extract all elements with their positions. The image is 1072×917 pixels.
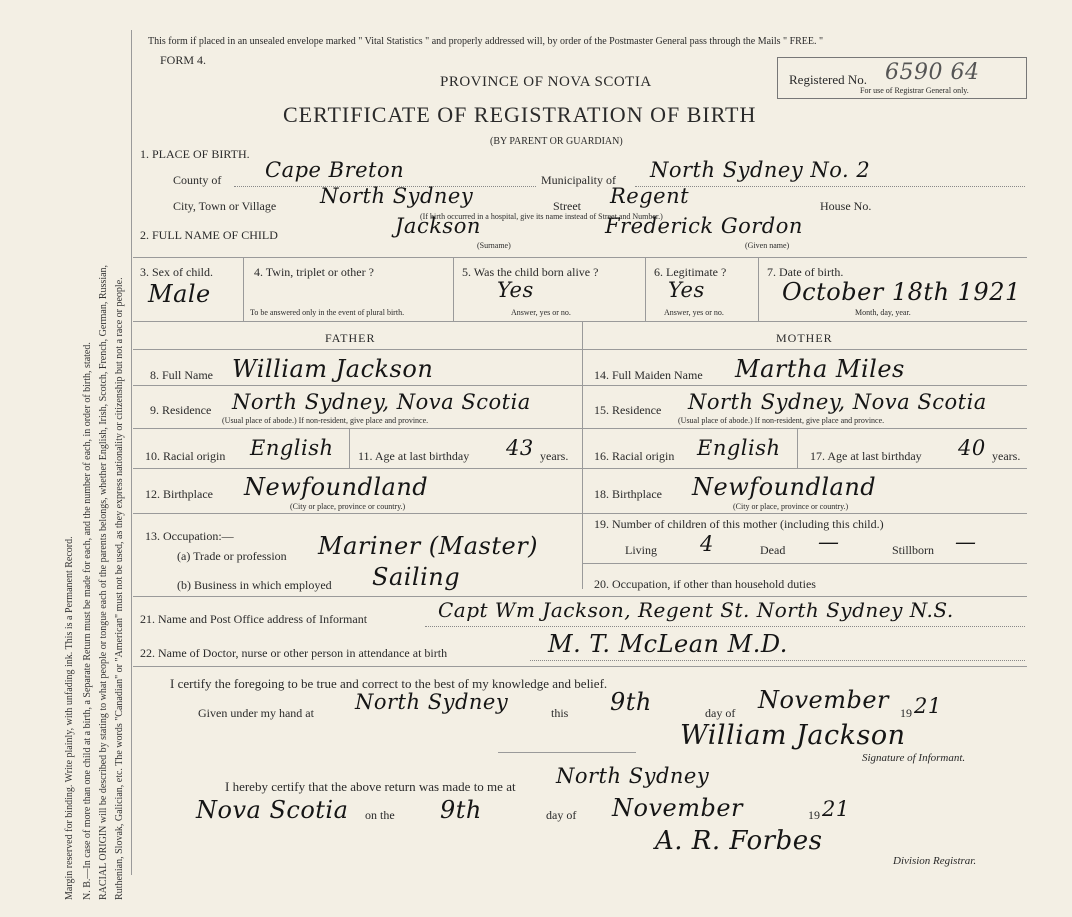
mother-birthplace-value: Newfoundland <box>692 473 877 501</box>
father-row-rule-2 <box>133 428 582 429</box>
year-suffix: 21 <box>914 694 942 718</box>
registrar-place-2: Nova Scotia <box>196 796 349 824</box>
mother-row-rule-3 <box>582 468 1027 469</box>
mother-residence-note: (Usual place of abode.) If non-resident, give place and province. <box>678 416 885 425</box>
city-value: North Sydney <box>320 184 474 208</box>
date-of-birth-value: October 18th 1921 <box>782 278 1021 306</box>
child-name-label: 2. FULL NAME OF CHILD <box>140 228 278 242</box>
business-value: Sailing <box>372 563 461 591</box>
date-note: Month, day, year. <box>855 308 911 317</box>
stillborn-value: — <box>955 530 977 554</box>
informant-label: 21. Name and Post Office address of Informant <box>140 612 368 626</box>
father-age-divider <box>349 428 350 468</box>
city-label: City, Town or Village <box>173 199 277 213</box>
registrar-dayof-label: day of <box>546 808 577 822</box>
mother-race-value: English <box>697 436 781 460</box>
section-bottom-rule <box>133 596 1027 597</box>
informant-value: Capt Wm Jackson, Regent St. North Sydney N.S. <box>438 598 954 622</box>
registrar-place-1: North Sydney <box>556 764 710 788</box>
row3-bottom-rule <box>133 321 1027 322</box>
street-label: Street <box>553 199 581 213</box>
division-registrar-label: Division Registrar. <box>893 855 977 867</box>
mother-race-label: 16. Racial origin <box>594 449 675 463</box>
mother-row-rule-2 <box>582 428 1027 429</box>
dead-value: — <box>818 530 840 554</box>
stillborn-label: Stillborn <box>892 543 935 557</box>
given-under-label: Given under my hand at <box>198 706 314 720</box>
row3-divider-2 <box>453 257 454 321</box>
father-birthplace-label: 12. Birthplace <box>145 487 213 501</box>
given-name-note: (Given name) <box>745 241 790 250</box>
dead-label: Dead <box>760 543 786 557</box>
father-age-value: 43 <box>506 436 534 460</box>
margin-text-racial-2: Ruthenian, Slovak, Galician, etc. The words "Canadian" or "American" must not be used, as they express nationality or citizenship but not a race or people. <box>114 277 125 900</box>
sex-value: Male <box>148 280 211 308</box>
father-age-label: 11. Age at last birthday <box>358 449 470 463</box>
father-row-rule-4 <box>133 513 582 514</box>
surname-note: (Surname) <box>477 241 511 250</box>
county-label: County of <box>173 173 222 187</box>
mother-name-value: Martha Miles <box>735 355 905 383</box>
year-prefix: 19 <box>900 706 912 720</box>
mother-age-value: 40 <box>958 436 986 460</box>
registrar-month-value: November <box>612 794 744 822</box>
father-name-value: William Jackson <box>232 355 434 383</box>
trade-value: Mariner (Master) <box>318 532 539 560</box>
mother-occupation-label: 20. Occupation, if other than household duties <box>594 577 816 591</box>
mother-row-rule-4 <box>582 513 1027 514</box>
center-divider <box>582 321 583 589</box>
father-heading: FATHER <box>325 331 376 345</box>
father-race-value: English <box>250 436 334 460</box>
county-value: Cape Breton <box>265 158 405 182</box>
legitimate-note: Answer, yes or no. <box>664 308 724 317</box>
row3-divider-1 <box>243 257 244 321</box>
certify-top-rule <box>133 666 1027 667</box>
signature-label: Signature of Informant. <box>862 752 966 764</box>
legitimate-label: 6. Legitimate ? <box>654 265 727 279</box>
father-row-rule-3 <box>133 468 582 469</box>
municipality-value: North Sydney No. 2 <box>650 158 871 182</box>
given-place-value: North Sydney <box>355 690 509 714</box>
registrar-note: For use of Registrar General only. <box>860 86 969 95</box>
alive-value: Yes <box>497 278 534 302</box>
certify-month-value: November <box>758 686 890 714</box>
doctor-value: M. T. McLean M.D. <box>548 630 788 658</box>
certify-rule <box>498 752 636 753</box>
row3-divider-3 <box>645 257 646 321</box>
mother-age-divider <box>797 428 798 468</box>
section-head-rule <box>133 349 1027 350</box>
father-residence-label: 9. Residence <box>150 403 212 417</box>
legitimate-value: Yes <box>668 278 705 302</box>
on-the-label: on the <box>365 808 395 822</box>
living-value: 4 <box>700 532 714 556</box>
mother-age-label: 17. Age at last birthday <box>810 449 922 463</box>
row3-top-rule <box>133 257 1027 258</box>
father-age-years: years. <box>540 449 569 463</box>
certificate-title: CERTIFICATE OF REGISTRATION OF BIRTH <box>283 102 757 127</box>
mother-residence-label: 15. Residence <box>594 403 662 417</box>
doctor-label: 22. Name of Doctor, nurse or other person in attendance at birth <box>140 646 448 660</box>
mother-birthplace-label: 18. Birthplace <box>594 487 662 501</box>
registered-number: 6590 64 <box>885 60 980 85</box>
province-heading: PROVINCE OF NOVA SCOTIA <box>440 74 652 90</box>
occupation-label: 13. Occupation:— <box>145 529 234 543</box>
father-row-rule-1 <box>133 385 582 386</box>
certify-day-value: 9th <box>610 688 652 716</box>
father-residence-note: (Usual place of abode.) If non-resident, give place and province. <box>222 416 429 425</box>
street-value: Regent <box>610 184 690 208</box>
registrar-day-value: 9th <box>440 796 482 824</box>
hospital-note: (If birth occurred in a hospital, give its name instead of Street and Number.) <box>420 212 663 221</box>
registrar-year-suffix: 21 <box>822 797 850 821</box>
mother-birthplace-note: (City or place, province or country.) <box>733 502 849 511</box>
trade-label: (a) Trade or profession <box>177 549 287 563</box>
margin-text-binding: Margin reserved for binding. Write plainly, with unfading ink. This is a Permanent Record. <box>64 536 75 900</box>
mother-row-rule-1 <box>582 385 1027 386</box>
certificate-subtitle: (BY PARENT OR GUARDIAN) <box>490 136 623 147</box>
informant-line <box>425 626 1025 627</box>
this-label: this <box>551 706 569 720</box>
informant-signature: William Jackson <box>680 720 906 751</box>
margin-text-racial-1: RACIAL ORIGIN will be described by stating to what people or tongue each of the parents belongs, whether English, Irish, Scotch, French, German, Russian, <box>98 264 109 900</box>
registered-label: Registered No. <box>789 72 867 87</box>
sex-label: 3. Sex of child. <box>140 265 213 279</box>
house-label: House No. <box>820 199 872 213</box>
mother-age-years: years. <box>992 449 1021 463</box>
municipality-label: Municipality of <box>541 173 616 187</box>
registrar-year-prefix: 19 <box>808 808 820 822</box>
twin-label: 4. Twin, triplet or other ? <box>254 265 374 279</box>
margin-text-note: N. B.—In case of more than one child at a birth, a Separate Return must be made for each, and the number of each, in order of birth, stated. <box>82 342 93 900</box>
row3-divider-4 <box>758 257 759 321</box>
dayof-label: day of <box>705 706 736 720</box>
child-given-name: Frederick Gordon <box>605 214 803 238</box>
form-number: FORM 4. <box>160 53 207 67</box>
mother-row-rule-5 <box>582 563 1027 564</box>
living-label: Living <box>625 543 657 557</box>
municipality-line <box>635 186 1025 187</box>
alive-note: Answer, yes or no. <box>511 308 571 317</box>
father-birthplace-value: Newfoundland <box>244 473 429 501</box>
children-count-label: 19. Number of children of this mother (including this child.) <box>594 517 884 531</box>
father-birthplace-note: (City or place, province or country.) <box>290 502 406 511</box>
father-race-label: 10. Racial origin <box>145 449 226 463</box>
child-surname: Jackson <box>395 214 481 238</box>
date-of-birth-label: 7. Date of birth. <box>767 265 844 279</box>
registrar-signature: A. R. Forbes <box>655 826 823 856</box>
twin-note: To be answered only in the event of plural birth. <box>250 308 405 317</box>
father-name-label: 8. Full Name <box>150 368 213 382</box>
alive-label: 5. Was the child born alive ? <box>462 265 599 279</box>
certify-statement: I certify the foregoing to be true and correct to the best of my knowledge and belief. <box>170 676 608 691</box>
mother-name-label: 14. Full Maiden Name <box>594 368 703 382</box>
mother-heading: MOTHER <box>776 331 833 345</box>
registrar-statement: I hereby certify that the above return was made to me at <box>225 779 516 794</box>
margin-rule <box>131 30 132 875</box>
postal-notice: This form if placed in an unsealed envelope marked " Vital Statistics " and properly addressed will, by order of the Postmaster General pass through the Mails " FREE. " <box>148 36 824 47</box>
business-label: (b) Business in which employed <box>177 578 332 592</box>
father-residence-value: North Sydney, Nova Scotia <box>232 390 531 414</box>
doctor-line <box>530 660 1025 661</box>
mother-residence-value: North Sydney, Nova Scotia <box>688 390 987 414</box>
place-of-birth-label: 1. PLACE OF BIRTH. <box>140 147 250 161</box>
